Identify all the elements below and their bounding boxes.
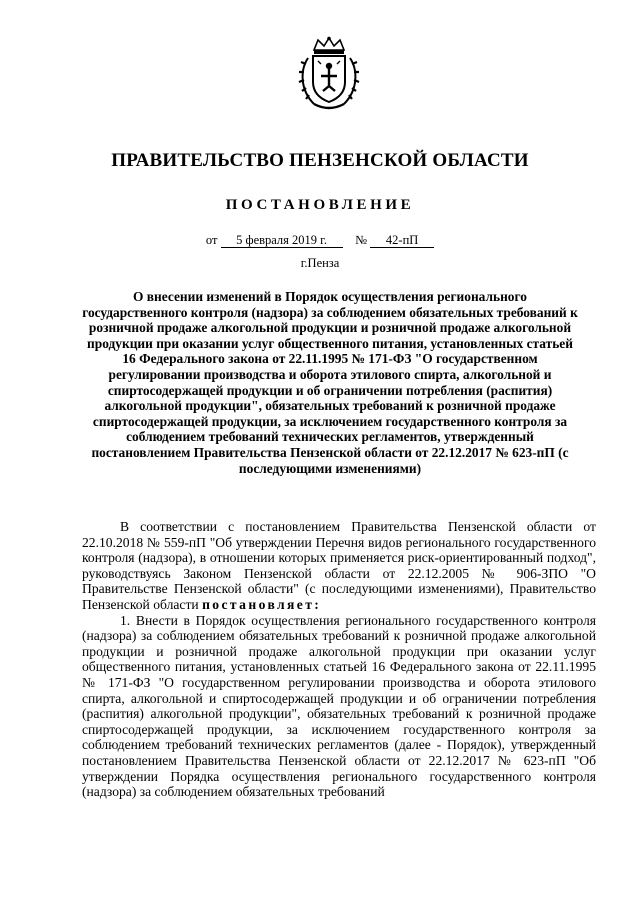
government-name: ПРАВИТЕЛЬСТВО ПЕНЗЕНСКОЙ ОБЛАСТИ [111,150,529,171]
document-date: 5 февраля 2019 г. [221,234,343,248]
paragraph-text: В соответствии с постановлением Правительства Пензенской области от 22.10.2018 № 559-пП "Об утверждении Перечня видов регионального государственного контроля (надзора), в отношении которых применяется риск-ориентированный подход", руководствуясь Законом Пензенской области от 22.12.2005 № 906-ЗПО "О Правительстве Пензенской области" (с последующими изменениями), Правительство Пензенской области [82,519,596,612]
date-number-line [0,233,640,248]
paragraph [82,519,596,613]
paragraph: 1. Внести в Порядок осуществления регионального государственного контроля (надзора) за соблюдением обязательных требований к розничной продаже алкогольной продукции и розничной продаже алкогольной продукции при оказании услуг общественного питания, установленных статьей 16 Федерального закона от 22.11.1995 № 171-ФЗ "О государственном регулировании производства и оборота этилового спирта, алкогольной и спиртосодержащей продукции и об ограничении потребления (распития) алкогольной продукции", обязательных требований к розничной продаже спиртосодержащей продукции, за исключением государственного контроля за соблюдением требований технических регламентов (далее - Порядок), утвержденный постановлением Правительства Пензенской области от 22.12.2017 № 623-пП "Об утверждении Порядка осуществления регионального государственного контроля (надзора) за соблюдением обязательных требований [82,612,596,800]
coat-of-arms-emblem-icon [296,36,362,112]
from-label: от [205,233,218,247]
document-number: 42-пП [370,234,434,248]
number-label: № [355,233,367,247]
city: г.Пенза [300,256,340,270]
resolution-word: постановляет: [202,596,322,612]
document-title: О внесении изменений в Порядок осуществления регионального государственного контроля (надзора) за соблюдением обязательных требований к розничной продаже алкогольной продукции и розничной продаже алкогольной продукции при оказании услуг общественного питания, установленных статьей 16 Федерального закона от 22.11.1995 № 171-ФЗ "О государственном регулировании производства и оборота этилового спирта, алкогольной и спиртосодержащей продукции и об ограничении потребления (распития) алкогольной продукции", обязательных требований к розничной продаже спиртосодержащей продукции, за исключением государственного контроля за соблюдением требований технических регламентов, утвержденный постановлением Правительства Пензенской области от 22.12.2017 № 623-пП (с последующими изменениями) [82,289,578,476]
document-body [82,519,596,800]
document-type: ПОСТАНОВЛЕНИЕ [225,197,415,213]
